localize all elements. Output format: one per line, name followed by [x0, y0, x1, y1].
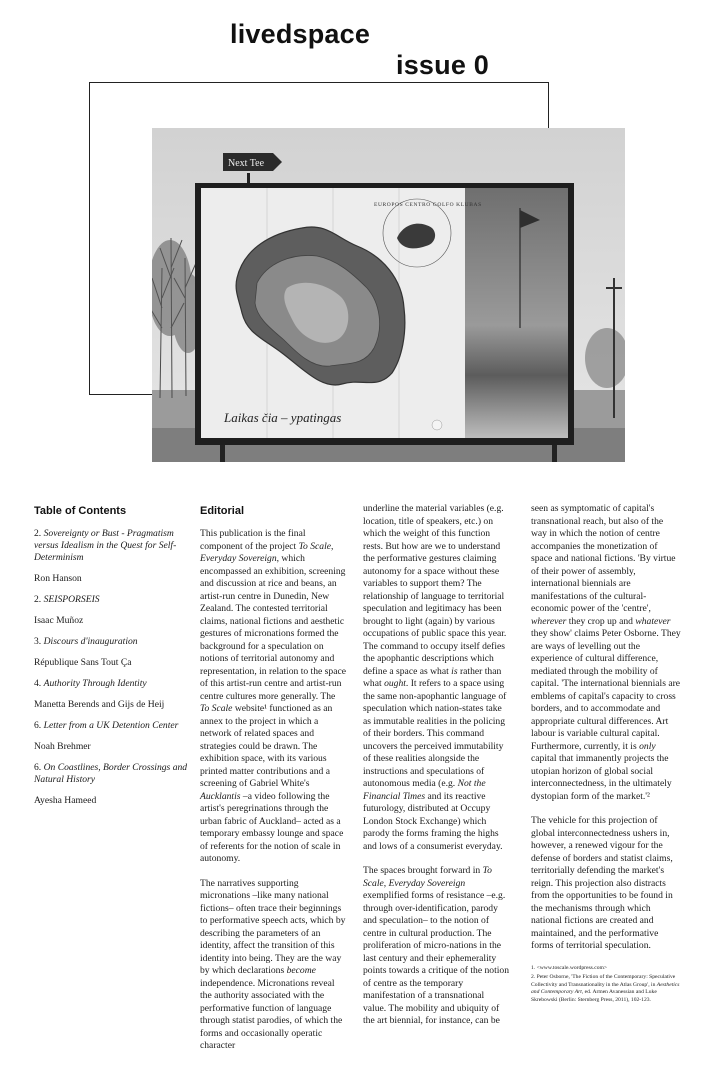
toc-entry-title: On Coastlines, Border Crossings and Natural History [34, 762, 188, 785]
toc-entry-number: 6. [34, 720, 42, 731]
billboard-caption: Laikas čia – ypatingas [224, 410, 342, 425]
toc-entry [34, 528, 194, 564]
toc-entry-author: Isaac Muñoz [34, 615, 84, 626]
toc-entry-author: République Sans Tout Ça [34, 657, 132, 668]
toc-entry-author: Ayesha Hameed [34, 795, 97, 806]
toc-entry-author: Manetta Berends and Gijs de Heij [34, 699, 165, 710]
editorial-paragraph: The narratives supporting micronations –like many national fictions– often trace their beginnings to performative speech acts, which by describing the parameters of an identity, affect the transition of this identity into being. They are the way by which declarations become independence. Micronations reveal the authority associated with the performative function of language through statist parodies, of which the forms and occasionally operatic character [200, 877, 346, 1051]
footnote-1: 1. <www.toscale.wordpress.com> [531, 964, 608, 971]
toc-entry-number: 2. [34, 594, 42, 605]
toc-entry [34, 720, 194, 732]
sign-text: Next Tee [228, 158, 265, 169]
toc-entry-title: Sovereignty or Bust - Pragmatism versus Idealism in the Quest for Self-Determinism [34, 528, 177, 563]
toc-entry-author: Ron Hanson [34, 573, 82, 584]
editorial-paragraph: This publication is the final component of the project To Scale, Everyday Sovereign, which encompassed an exhibition, screening and discussion at rice and beans, an artist-run centre in Dunedin, New Zealand. The contested territorial claims, national fictions and aesthetic gestures of micronations formed the background for a speculation on notions of territorial autonomy and representation, in relation to the space of this artist-run centre and artist-run centre cultures more generally. The To Scale website¹ functioned as an annex to the project in which a network of related spaces and strategies could be drawn. The exhibition space, with its various printed matter contributions and a screening of Gabriel White's Aucklantis –a video following the artist's peregrinations through the urban fabric of Auckland– acted as a temporary embassy lounge and space of referents for the notion of scale in autonomy. [200, 528, 346, 864]
toc-entry-number: 4. [34, 678, 42, 689]
logo-text: EUROPOS CENTRO GOLFO KLUBAS [374, 202, 482, 208]
toc-entry-number: 2. [34, 528, 42, 539]
table-of-contents [34, 500, 194, 816]
toc-entry [34, 594, 194, 606]
editorial-paragraph: The spaces brought forward in To Scale, Everyday Sovereign exemplified forms of resistance –e.g. through over-identification, parody and speculation– to the notion of centre in cultural production. The proliferation of micro-nations in the last century and their ephemerality points towards a critique of the notion of centre as the temporary manifestation of a transnational value. The mobility and ubiquity of the art biennial, for instance, can be [363, 865, 510, 1026]
editorial-heading: Editorial [200, 505, 245, 517]
toc-entry-title: Letter from a UK Detention Center [43, 720, 179, 731]
editorial-paragraph: The vehicle for this projection of global interconnectedness ushers in, however, a renewed vigour for the defense of borders and statist claims, territorially defending the market's reign. This projection also distracts from the opportunities to be found in the mechanisms through which national fictions are created and maintained, and the performative forms of territorial speculation. [531, 815, 673, 951]
title-line-2: issue 0 [396, 50, 489, 80]
title-line-1: livedspace [230, 19, 371, 49]
toc-heading: Table of Contents [34, 505, 127, 517]
editorial-column-2 [363, 503, 509, 1040]
toc-entry-author: Noah Brehmer [34, 741, 91, 752]
toc-entry-title: Discours d'inauguration [43, 636, 138, 647]
next-tee-sign [223, 153, 282, 171]
toc-entry [34, 678, 194, 690]
footnote-2: 2. Peter Osborne, 'The Fiction of the Contemporary: Speculative Collectivity and Transnationality in the Atlas Group', in Aesthetics and Contemporary Art, ed. Armen Avanessian and Luke Skrebowski (Berlin: Sternberg Press, 2011), 102-123. [531, 974, 680, 1003]
editorial-paragraph: seen as symptomatic of capital's transnational reach, but also of the way in which the notion of centre accompanies the monetization of space and national fictions. 'By virtue of their power of assembly, international biennials are manifestations of the cultural-economic power of the 'centre', wherever they crop up and whatever they show' claims Peter Osborne. They are ways of levelling out the experience of cultural difference, mediated through the mobility of capital. 'The international biennials are emblems of capital's capacity to cross borders, and to accommodate and appropriate cultural differences. Art labour is variable cultural capital. Furthermore, currently, it is only capital that immanently projects the utopian horizon of global social interconnectedness, in the ultimately dystopian form of the market.'² [531, 503, 681, 802]
toc-entry-number: 3. [34, 636, 42, 647]
billboard-photo [152, 128, 625, 462]
toc-entry-title: Authority Through Identity [43, 678, 147, 689]
editorial-paragraph: underline the material variables (e.g. location, title of speakers, etc.) on which the weight of this function rests. But how are we to understand the performative gestures claiming autonomy for a space without these variables to support them? The relationship of language to territorial speculation and legitimacy has been brought to light (again) by various occupations of public space this year. The command to occupy itself defies the apophantic descriptions which define a space as what is rather than what ought. It refers to a space using the same non-apophantic language of speculation which nation-states take as immutable realities in the policing of their borders. This command uncovers the perceived immutability of these realities alongside the instructions and speculations of autonomous media (e.g. Not the Financial Times and its reactive futurology, distributed at Occupy London Stock Exchange) which parody the forms framing the highs and lows of a consumerist everyday. [363, 503, 507, 852]
toc-entry-number: 6. [34, 762, 42, 773]
editorial-column-3 [531, 503, 681, 1006]
editorial-column-1 [200, 500, 346, 1065]
toc-entry [34, 762, 194, 786]
toc-entry [34, 636, 194, 648]
toc-entry-title: SEISPORSEIS [43, 594, 100, 605]
